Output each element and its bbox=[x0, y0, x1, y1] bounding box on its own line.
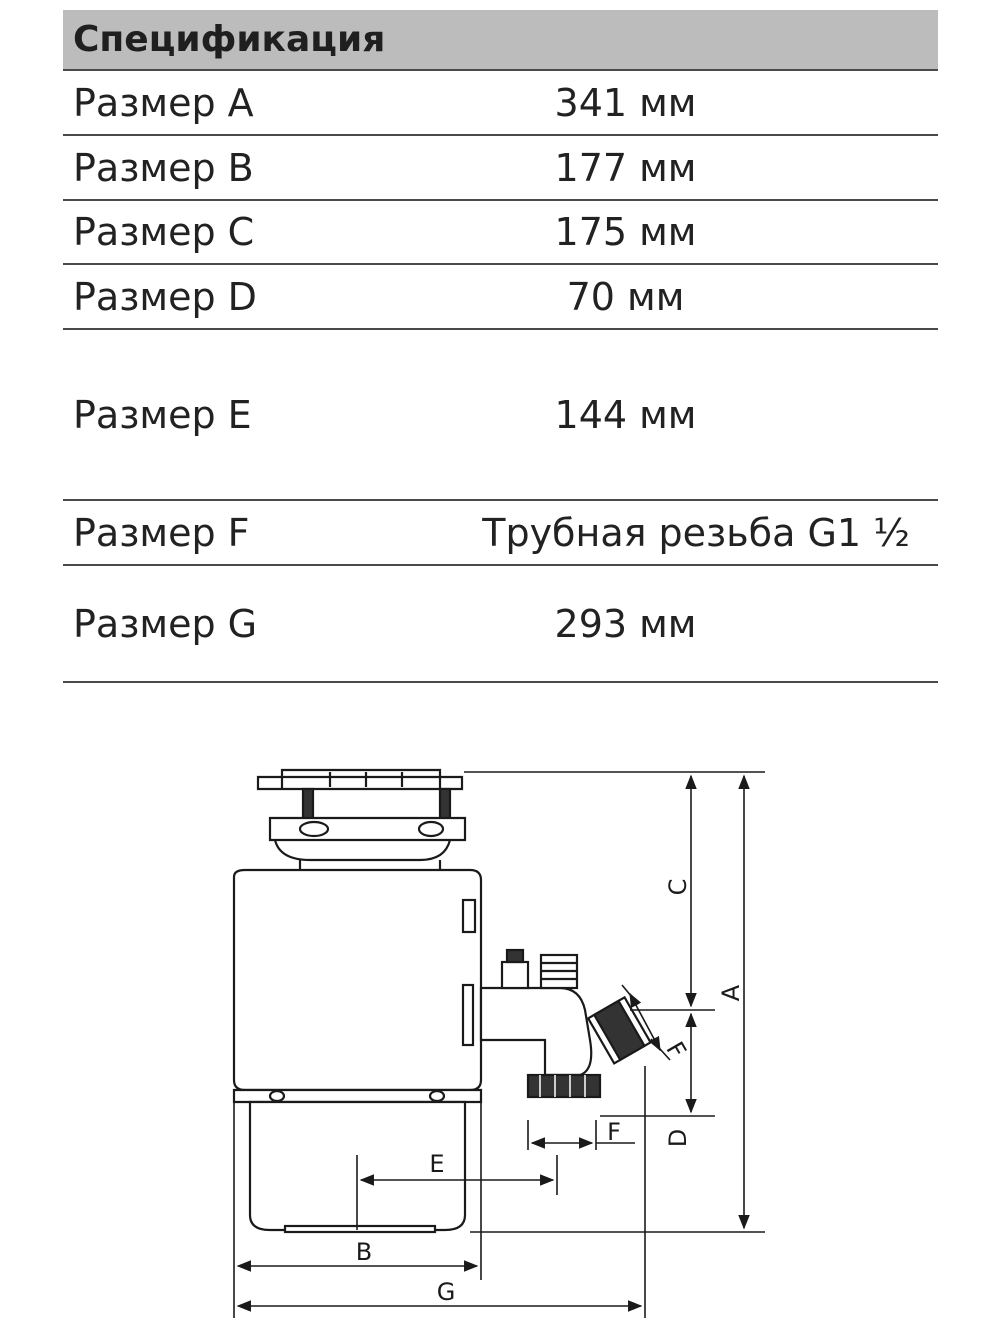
dimension-f-bottom-label: F bbox=[607, 1118, 621, 1146]
spec-label: Размер G bbox=[73, 601, 258, 646]
dimension-c-label: C bbox=[664, 878, 692, 896]
top-flange bbox=[258, 777, 462, 789]
dimension-g-label: G bbox=[436, 1278, 456, 1306]
dimension-a-label: A bbox=[717, 984, 745, 1002]
spec-label: Размер A bbox=[73, 80, 254, 125]
spec-value: 175 мм bbox=[554, 210, 697, 254]
dimension-f-outlet-label: F bbox=[660, 1037, 692, 1063]
spec-row-d bbox=[63, 265, 938, 330]
spec-label: Размер E bbox=[73, 392, 252, 437]
spec-value: 177 мм bbox=[554, 145, 697, 190]
spec-title: Спецификация bbox=[63, 10, 938, 71]
spec-value: Трубная резьба G1 ½ bbox=[482, 510, 910, 555]
spec-row-c bbox=[63, 201, 938, 265]
spec-row-e bbox=[63, 330, 938, 501]
spec-label: Размер C bbox=[73, 210, 255, 254]
spec-label: Размер F bbox=[73, 510, 250, 555]
spec-label: Размер B bbox=[73, 145, 254, 190]
dimension-d-label: D bbox=[664, 1128, 692, 1148]
spec-row-g bbox=[63, 566, 938, 683]
spec-row-a bbox=[63, 71, 938, 136]
dimension-b-label: B bbox=[355, 1238, 373, 1266]
spec-row-f bbox=[63, 501, 938, 566]
dimension-e-label: E bbox=[429, 1150, 445, 1178]
spec-value: 293 мм bbox=[554, 601, 697, 646]
spec-value: 341 мм bbox=[554, 80, 697, 125]
spec-value: 70 мм bbox=[566, 274, 685, 319]
spec-row-b bbox=[63, 136, 938, 201]
spec-table bbox=[63, 10, 938, 683]
spec-label: Размер D bbox=[73, 274, 257, 319]
spec-value: 144 мм bbox=[554, 392, 697, 437]
outlet-pipe bbox=[481, 988, 591, 1075]
motor-housing bbox=[234, 870, 481, 1090]
